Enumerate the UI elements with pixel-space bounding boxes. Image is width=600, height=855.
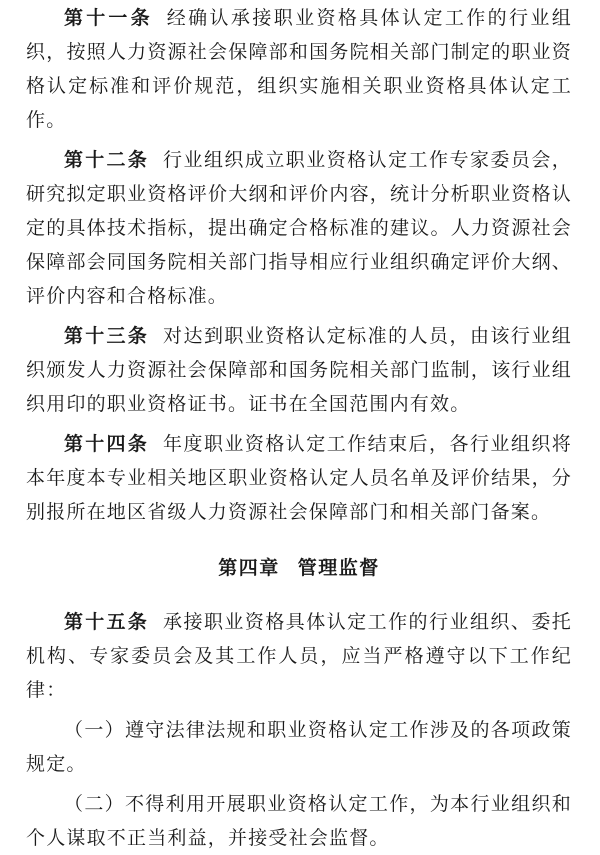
article-12 <box>26 143 572 313</box>
article-11 <box>26 0 572 137</box>
list-item-1: （一）遵守法律法规和职业资格认定工作涉及的各项政策规定。 <box>26 719 572 775</box>
article-text: 对达到职业资格认定标准的人员，由该行业组织颁发人力资源社会保障部和国务院相关部门监制，该行业组织用印的职业资格证书。证书在全国范围内有效。 <box>26 325 572 415</box>
article-number: 第十四条 <box>64 433 150 455</box>
chapter-heading <box>26 551 572 585</box>
article-14 <box>26 427 572 529</box>
article-number: 第十五条 <box>64 611 150 633</box>
article-number: 第十一条 <box>64 7 153 29</box>
article-text: 承接职业资格具体认定工作的行业组织、委托机构、专家委员会及其工作人员，应当严格遵守以下工作纪律： <box>26 611 572 701</box>
list-item-2: （二）不得利用开展职业资格认定工作，为本行业组织和个人谋取不正当利益，并接受社会监督。 <box>26 793 572 849</box>
article-text: 经确认承接职业资格具体认定工作的行业组织，按照人力资源社会保障部和国务院相关部门制定的职业资格认定标准和评价规范，组织实施相关职业资格具体认定工作。 <box>26 7 572 131</box>
article-number: 第十三条 <box>64 325 150 347</box>
article-13 <box>26 319 572 421</box>
article-15 <box>26 605 572 707</box>
chapter-title: 管理监督 <box>297 557 380 579</box>
article-number: 第十二条 <box>64 149 150 171</box>
article-text: 行业组织成立职业资格认定工作专家委员会，研究拟定职业资格评价大纲和评价内容，统计分析职业资格认定的具体技术指标，提出确定合格标准的建议。人力资源社会保障部会同国务院相关部门指导相应行业组织确定评价大纲、评价内容和合格标准。 <box>26 149 572 307</box>
chapter-number: 第四章 <box>218 557 280 579</box>
article-text: 年度职业资格认定工作结束后，各行业组织将本年度本专业相关地区职业资格认定人员名单及评价结果，分别报所在地区省级人力资源社会保障部门和相关部门备案。 <box>26 433 572 523</box>
